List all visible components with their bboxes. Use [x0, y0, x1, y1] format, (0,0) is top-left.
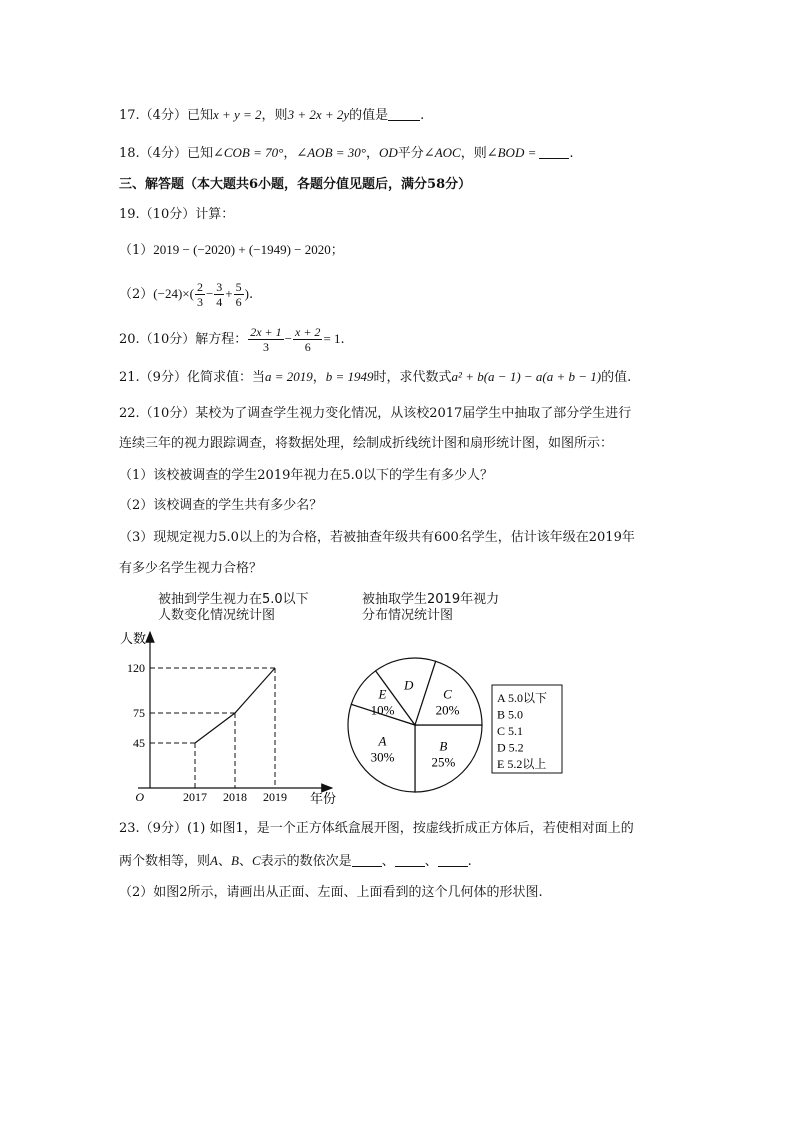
- fraction: $\frac{2x + 1}{3}$: [250, 325, 282, 354]
- y-tick-label: 45: [133, 736, 145, 750]
- pie-slice-letter: E: [378, 686, 387, 702]
- question-17: 17.（4分）已知x + y = 2，则3 + 2x + 2y的值是 .: [119, 107, 425, 123]
- pie-slice-letter: B: [439, 738, 448, 754]
- question-22-part-3-line-1: （3）现规定视力5.0以上的为合格，若被抽查年级共有600名学生，估计该年级在2019年: [119, 530, 635, 545]
- question-20: 20.（10分）解方程： $\frac{2x + 1}{3}$ − $\frac{x + 2}{6}$ = 1.: [119, 325, 345, 354]
- question-23-line-1: 23.（9分）(1) 如图1，是一个正方体纸盒展开图，按虚线折成正方体后，若使相对面上的: [119, 821, 634, 836]
- y-tick-label: 75: [133, 706, 145, 720]
- question-22-part-3-line-2: 有多少名学生视力合格？: [119, 561, 263, 576]
- line-chart-title-2: 人数变化情况统计图: [158, 608, 276, 623]
- question-19-part-1: （1）2019 − (−2020) + (−1949) − 2020；: [119, 242, 344, 258]
- question-22-line-2: 连续三年的视力跟踪调查，将数据处理，绘制成折线统计图和扇形统计图，如图所示：: [119, 436, 614, 451]
- y-axis-label: 人数: [120, 631, 147, 646]
- question-19-title: 19.（10分）计算：: [119, 207, 235, 222]
- fraction: $\frac{5}{6}$: [235, 280, 242, 309]
- pie-slice-percent: 30%: [370, 749, 395, 765]
- pie-legend-item: A 5.0以下: [497, 691, 548, 705]
- pie-legend-item: C 5.1: [497, 724, 524, 738]
- pie-legend-item: B 5.0: [497, 707, 524, 722]
- y-tick-label: 120: [127, 661, 145, 675]
- fraction: $\frac{x + 2}{6}$: [295, 325, 321, 354]
- answer-blank-b[interactable]: [395, 852, 425, 867]
- pie-slice-percent: 20%: [435, 702, 460, 718]
- question-22-line-1: 22.（10分）某校为了调查学生视力变化情况，从该校2017届学生中抽取了部分学生进行: [119, 406, 632, 421]
- fraction: $\frac{2}{3}$: [196, 280, 203, 309]
- pie-slice-percent: 10%: [370, 702, 395, 718]
- pie-slice-letter: A: [378, 733, 387, 749]
- pie-slice-letter: D: [404, 677, 414, 693]
- question-22-part-1: （1）该校被调查的学生2019年视力在5.0以下的学生有多少人？: [119, 468, 494, 483]
- question-23-part-2: （2）如图2所示，请画出从正面、左面、上面看到的这个几何体的形状图.: [119, 885, 543, 900]
- question-22-part-2: （2）该校调查的学生共有多少名？: [119, 498, 323, 513]
- question-18: 18.（4分）已知∠COB = 70°，∠AOB = 30°，OD平分∠AOC，则∠BOD = .: [119, 145, 574, 161]
- x-axis-label: 年份: [310, 791, 337, 806]
- x-tick-label: 2019: [263, 790, 287, 804]
- answer-blank[interactable]: [539, 144, 569, 159]
- pie-legend-item: E 5.2以上: [497, 757, 547, 771]
- line-chart-title-1: 被抽到学生视力在5.0以下: [158, 592, 309, 607]
- pie-chart: [340, 650, 580, 810]
- pie-legend-item: D 5.2: [497, 740, 524, 755]
- x-tick-label: 2017: [183, 790, 207, 804]
- answer-blank-c[interactable]: [438, 852, 468, 867]
- question-23-line-2: 两个数相等，则A、B、C表示的数依次是 、 、 .: [119, 853, 472, 869]
- fraction: $\frac{3}{4}$: [216, 280, 223, 309]
- origin-label: O: [135, 790, 144, 804]
- pie-chart-title-2: 分布情况统计图: [362, 608, 454, 623]
- pie-slice-percent: 25%: [431, 754, 456, 770]
- line-chart: [110, 620, 350, 815]
- question-21: 21.（9分）化简求值：当a = 2019，b = 1949时，求代数式a² + b(a − 1) − a(a + b − 1)的值.: [119, 369, 632, 385]
- section-3-heading: 三、解答题（本大题共6小题，各题分值见题后，满分58分）: [119, 177, 472, 192]
- question-19-part-2: （2）(−24)×( $\frac{2}{3}$ − $\frac{3}{4}$ + $\frac{5}{6}$ ).: [119, 280, 254, 309]
- x-tick-label: 2018: [223, 790, 247, 804]
- answer-blank[interactable]: [388, 106, 420, 121]
- answer-blank-a[interactable]: [352, 852, 382, 867]
- pie-chart-title-1: 被抽取学生2019年视力: [362, 592, 500, 607]
- pie-slice-letter: C: [443, 686, 452, 702]
